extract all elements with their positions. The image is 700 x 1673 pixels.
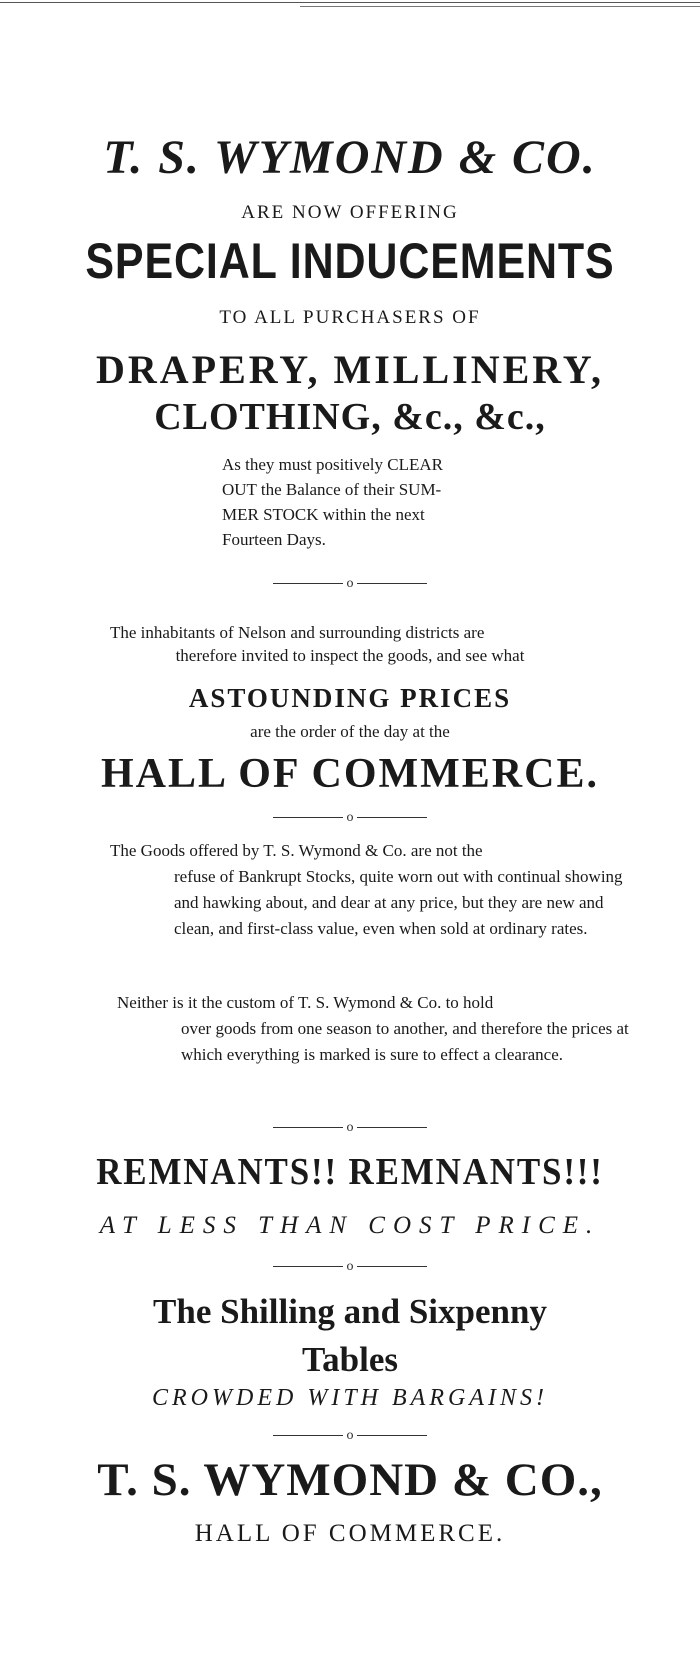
firm-name-heading: T. S. WYMOND & CO. — [103, 131, 597, 184]
inhabitants-line-1: The inhabitants of Nelson and surrounding districts are — [110, 623, 485, 642]
inhabitants-line-2: therefore invited to inspect the goods, and see what — [175, 646, 525, 665]
divider: o — [0, 1428, 700, 1442]
drapery-millinery-heading: DRAPERY, MILLINERY, — [96, 347, 604, 392]
special-inducements-heading: SPECIAL INDUCEMENTS — [85, 233, 615, 289]
less-than-cost-line: AT LESS THAN COST PRICE. — [99, 1212, 601, 1239]
shilling-sixpenny-heading: The Shilling and Sixpenny — [153, 1292, 547, 1331]
neither-paragraph-body: over goods from one season to another, and therefore the prices at which everything is marked is sure to effect a clearance. — [181, 1019, 629, 1064]
firm-name-footer: T. S. WYMOND & CO., — [97, 1454, 603, 1506]
order-of-day-line: are the order of the day at the — [250, 722, 450, 741]
astounding-prices-heading: ASTOUNDING PRICES — [188, 683, 512, 713]
tables-heading: Tables — [302, 1340, 398, 1379]
clear-out-paragraph: As they must positively CLEAR OUT the Balance of their SUM- MER STOCK within the next Fourteen Days. — [222, 455, 443, 549]
goods-paragraph — [110, 838, 640, 942]
clothing-heading: CLOTHING, &c., &c., — [154, 396, 546, 438]
hall-of-commerce-heading: HALL OF COMMERCE. — [101, 751, 599, 797]
divider: o — [0, 576, 700, 590]
goods-paragraph-first-line: The Goods offered by T. S. Wymond & Co. are not the — [110, 841, 483, 860]
goods-paragraph-body: refuse of Bankrupt Stocks, quite worn out with continual showing and hawking about, and dear at any price, but they are new and clean, and first-class value, even when sold at ordinary rates. — [174, 867, 623, 938]
neither-paragraph — [117, 990, 642, 1068]
remnants-heading: REMNANTS!! REMNANTS!!! — [96, 1151, 604, 1193]
purchasers-line: TO ALL PURCHASERS OF — [219, 307, 481, 328]
crowded-with-bargains-line: CROWDED WITH BARGAINS! — [152, 1385, 548, 1411]
divider: o — [0, 1120, 700, 1134]
offering-line: ARE NOW OFFERING — [241, 202, 459, 223]
divider: o — [0, 1259, 700, 1273]
hall-of-commerce-footer: HALL OF COMMERCE. — [194, 1520, 506, 1547]
divider: o — [0, 810, 700, 824]
neither-paragraph-first-line: Neither is it the custom of T. S. Wymond & Co. to hold — [117, 993, 494, 1012]
